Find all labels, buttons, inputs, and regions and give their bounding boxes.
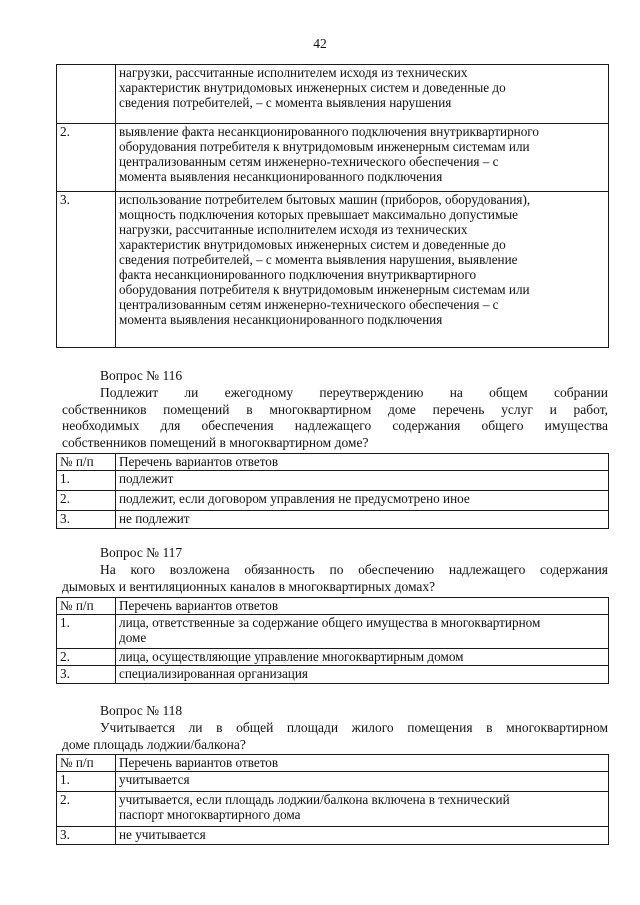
row-number: [57, 65, 116, 124]
table-row: [57, 124, 609, 192]
table-row: [57, 792, 609, 827]
text-line: характеристик внутридомовых инженерных систем и доведенные до: [119, 237, 506, 252]
row-text: подлежит: [116, 471, 609, 491]
question-text: [62, 385, 608, 451]
page-number: 42: [313, 36, 327, 51]
table-row: [57, 65, 609, 124]
text-line: нагрузки, рассчитанные исполнителем исходя из технических: [119, 222, 468, 237]
question-heading: Вопрос № 116: [100, 368, 183, 383]
table-row: [57, 615, 609, 649]
table-row: [57, 649, 609, 666]
question-text-line: собственников помещений в многоквартирном доме?: [62, 434, 369, 450]
answers-table: [56, 597, 609, 684]
row-number: 1.: [57, 615, 116, 649]
row-text: [116, 124, 609, 192]
answers-table: [56, 754, 609, 845]
row-number: 3.: [57, 666, 116, 684]
header-answers: Перечень вариантов ответов: [116, 755, 609, 772]
header-num: № п/п: [57, 755, 116, 772]
table-row: [57, 511, 609, 529]
text-line: мощность подключения которых превышает максимально допустимые: [119, 207, 519, 222]
text-line: паспорт многоквартирного дома: [119, 807, 301, 822]
row-number: 2.: [57, 649, 116, 666]
row-number: 2.: [57, 792, 116, 827]
question-text: [62, 720, 608, 753]
table-row: [57, 827, 609, 845]
text-line: лица, ответственные за содержание общего имущества в многоквартирном: [119, 615, 541, 630]
row-text: [116, 615, 609, 649]
row-text: [116, 65, 609, 124]
question-text-line: дымовых и вентиляционных каналов в многоквартирных домах?: [62, 578, 436, 594]
table-header-row: [57, 598, 609, 615]
row-text: лица, осуществляющие управление многоквартирным домом: [116, 649, 609, 666]
header-num: № п/п: [57, 454, 116, 471]
row-text: [116, 792, 609, 827]
question-text: [62, 562, 608, 595]
table-row: [57, 192, 609, 348]
row-text: подлежит, если договором управления не предусмотрено иное: [116, 491, 609, 511]
text-line: сведения потребителей, – с момента выявления нарушения: [119, 95, 452, 110]
continuation-table: [56, 64, 609, 348]
text-line: учитывается, если площадь лоджии/балкона включена в технический: [119, 792, 510, 807]
table-row: [57, 491, 609, 511]
table-header-row: [57, 454, 609, 471]
question-heading: Вопрос № 118: [100, 703, 183, 718]
table-row: [57, 471, 609, 491]
question-text-line: Учитывается ли в общей площади жилого помещения в многоквартирном: [100, 720, 608, 735]
row-number: 2.: [57, 491, 116, 511]
question-text-line: собственников помещений в многоквартирном доме перечень услуг и работ,: [62, 401, 608, 417]
row-text: не подлежит: [116, 511, 609, 529]
question-text-line: Подлежит ли ежегодному переутверждению на общем собрании: [100, 385, 608, 400]
table-row: [57, 772, 609, 792]
question-text-line: доме площадь лоджии/балкона?: [62, 736, 246, 752]
row-number: 3.: [57, 827, 116, 845]
row-number: 2.: [57, 124, 116, 192]
text-line: нагрузки, рассчитанные исполнителем исходя из технических: [119, 65, 468, 80]
row-number: 1.: [57, 471, 116, 491]
header-num: № п/п: [57, 598, 116, 615]
text-line: оборудования потребителя к внутридомовым инженерным системам или: [119, 139, 530, 154]
text-line: момента выявления несанкционированного подключения: [119, 169, 443, 184]
question-heading: Вопрос № 117: [100, 545, 183, 560]
text-line: использование потребителем бытовых машин (приборов, оборудования),: [119, 192, 531, 207]
row-text: специализированная организация: [116, 666, 609, 684]
question-text-line: необходимых для обеспечения надлежащего содержания общего имущества: [62, 418, 608, 433]
row-number: 1.: [57, 772, 116, 792]
text-line: оборудования потребителя к внутридомовым инженерным системам или: [119, 282, 530, 297]
row-number: 3.: [57, 511, 116, 529]
question-text-line: На кого возложена обязанность по обеспечению надлежащего содержания: [100, 562, 608, 577]
row-number: 3.: [57, 192, 116, 348]
table-header-row: [57, 755, 609, 772]
text-line: централизованным сетям инженерно-технического обеспечения – с: [119, 154, 499, 169]
header-answers: Перечень вариантов ответов: [116, 598, 609, 615]
table-row: [57, 666, 609, 684]
header-answers: Перечень вариантов ответов: [116, 454, 609, 471]
text-line: централизованным сетям инженерно-технического обеспечения – с: [119, 297, 499, 312]
row-text: учитывается: [116, 772, 609, 792]
text-line: сведения потребителей, – с момента выявления нарушения, выявление: [119, 252, 518, 267]
text-line: факта несанкционированного подключения внутриквартирного: [119, 267, 477, 282]
text-line: характеристик внутридомовых инженерных систем и доведенные до: [119, 80, 506, 95]
row-text: [116, 192, 609, 348]
row-text: не учитывается: [116, 827, 609, 845]
text-line: момента выявления несанкционированного подключения: [119, 312, 443, 327]
text-line: доме: [119, 630, 147, 645]
text-line: выявление факта несанкционированного подключения внутриквартирного: [119, 124, 539, 139]
answers-table: [56, 453, 609, 529]
